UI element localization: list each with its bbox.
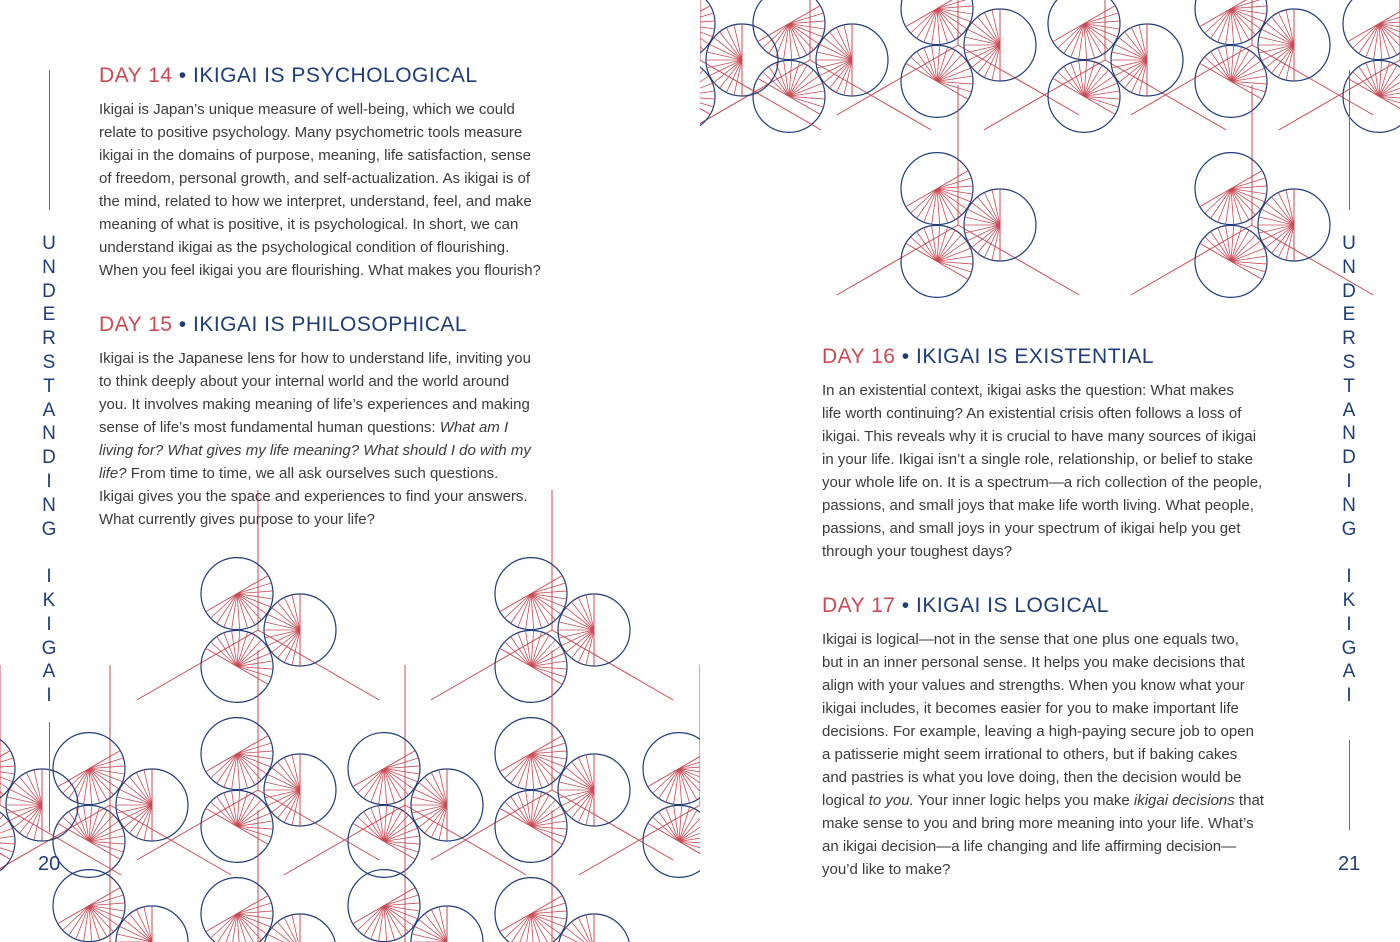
entry-title: IKIGAI IS LOGICAL bbox=[915, 594, 1109, 617]
right-page bbox=[700, 0, 1400, 942]
side-title-right: U N D E R S T A N D I N G I K I G A I bbox=[1341, 233, 1357, 707]
day-label: DAY 17 bbox=[822, 594, 896, 617]
page-number-right: 21 bbox=[1338, 853, 1361, 875]
day-label: DAY 14 bbox=[99, 64, 173, 87]
entry-body: Ikigai is the Japanese lens for how to understand life, inviting you to think deeply about your internal world and the world around you. It involves making meaning of life’s experiences and making sense of life’s most fundamental human questions: What am I living for? What gives my life meaning? What should I do with my life? From time to time, we all ask ourselves such questions. Ikigai gives you the space and experiences to find your answers. What currently gives purpose to your life? bbox=[99, 350, 531, 528]
page-number-left: 20 bbox=[38, 853, 61, 875]
bullet: • bbox=[178, 313, 187, 336]
side-rule-top-left bbox=[49, 70, 50, 210]
flower-motif bbox=[984, 0, 1226, 132]
side-rule-top-right bbox=[1349, 70, 1350, 210]
entry-heading bbox=[822, 344, 1262, 370]
entry-day-17 bbox=[822, 593, 1264, 881]
day-label: DAY 16 bbox=[822, 345, 896, 368]
flower-motif bbox=[284, 802, 526, 942]
flower-motif bbox=[579, 665, 700, 877]
bullet: • bbox=[901, 345, 910, 368]
entry-day-15 bbox=[99, 312, 531, 531]
entry-title: IKIGAI IS EXISTENTIAL bbox=[915, 345, 1155, 368]
flower-motif bbox=[1279, 0, 1400, 132]
flower-motif bbox=[837, 85, 1079, 297]
entry-title: IKIGAI IS PHILOSOPHICAL bbox=[192, 313, 468, 336]
entry-title: IKIGAI IS PSYCHOLOGICAL bbox=[192, 64, 478, 87]
flower-motif bbox=[1131, 85, 1373, 297]
side-title-left: U N D E R S T A N D I N G I K I G A I bbox=[41, 233, 57, 707]
side-rule-bottom-left bbox=[49, 722, 50, 832]
side-rule-bottom-right bbox=[1349, 740, 1350, 830]
entry-body: Ikigai is logical—not in the sense that one plus one equals two, but in an inner personal sense. It helps you make decisions that align with your values and strengths. When you know what your ikigai includes, it becomes easier for you to make important life decisions. For example, leaving a high-paying secure job to open a patisserie might seem irrational to others, but if baking cakes and pastries is what you love doing, then the decision would be logical to you. Your inner logic helps you make ikigai decisions that make sense to you and bring more meaning into your life. What’s an ikigai decision—a life changing and life affirming decision— you’d like to make? bbox=[822, 631, 1264, 878]
entry-heading bbox=[99, 63, 541, 89]
bullet: • bbox=[901, 594, 910, 617]
bullet: • bbox=[178, 64, 187, 87]
entry-day-16 bbox=[822, 344, 1262, 563]
entry-heading bbox=[822, 593, 1264, 619]
day-label: DAY 15 bbox=[99, 313, 173, 336]
flower-motif bbox=[137, 810, 379, 942]
entry-day-14 bbox=[99, 63, 541, 282]
entry-heading bbox=[99, 312, 531, 338]
entry-body: Ikigai is Japan’s unique measure of well-being, which we could relate to positive psychology. Many psychometric tools measure ikigai in the domains of purpose, meaning, life satisfaction, sense of freedom, personal growth, and self-actualization. As ikigai is of the mind, related to how we interpret, understand, feel, and make meaning of what is positive, it is psychological. In short, we can understand ikigai as the psychological condition of flourishing. When you feel ikigai you are flourishing. What makes you flourish? bbox=[99, 101, 541, 279]
flower-motif bbox=[431, 810, 673, 942]
entry-body: In an existential context, ikigai asks the question: What makes life worth continuing? An existential crisis often follows a loss of ikigai. This reveals why it is crucial to have many sources of ikigai in your life. Ikigai isn’t a single role, relationship, or belief to stake your whole life on. It is a spectrum—a rich collection of the people, passions, and small joys that make life worth living. What people, passions, and small joys in your spectrum of ikigai help you get through your toughest days? bbox=[822, 382, 1263, 560]
